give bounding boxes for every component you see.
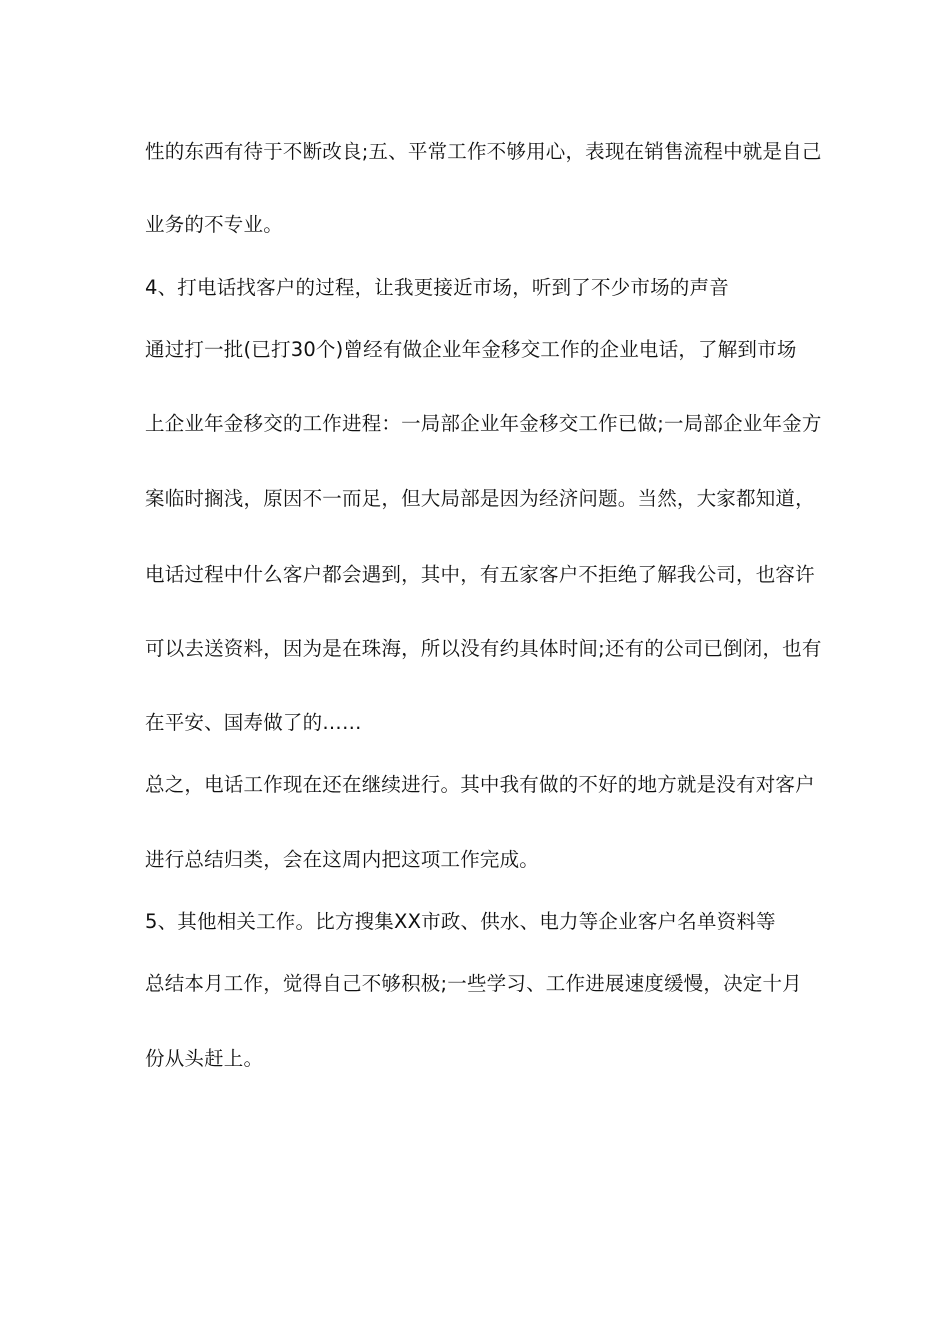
paragraph-line: 5、其他相关工作。比方搜集XX市政、供水、电力等企业客户名单资料等 — [145, 910, 776, 933]
paragraph-line: 可以去送资料，因为是在珠海，所以没有约具体时间;还有的公司已倒闭，也有 — [145, 637, 822, 660]
paragraph-line: 性的东西有待于不断改良;五、平常工作不够用心，表现在销售流程中就是自己 — [145, 140, 822, 163]
paragraph-line: 份从头赶上。 — [145, 1047, 264, 1070]
paragraph-line: 4、打电话找客户的过程，让我更接近市场，听到了不少市场的声音 — [145, 276, 729, 299]
paragraph-line: 业务的不专业。 — [145, 213, 283, 236]
paragraph-line: 电话过程中什么客户都会遇到，其中，有五家客户不拒绝了解我公司，也容许 — [145, 563, 815, 586]
paragraph-line: 案临时搁浅，原因不一而足，但大局部是因为经济问题。当然，大家都知道， — [145, 487, 815, 510]
paragraph-line: 总之，电话工作现在还在继续进行。其中我有做的不好的地方就是没有对客户 — [145, 773, 815, 796]
paragraph-line: 总结本月工作，觉得自己不够积极;一些学习、工作进展速度缓慢，决定十月 — [145, 972, 802, 995]
paragraph-line: 在平安、国寿做了的…… — [145, 711, 362, 734]
paragraph-line: 通过打一批(已打30个)曾经有做企业年金移交工作的企业电话，了解到市场 — [145, 338, 797, 361]
paragraph-line: 上企业年金移交的工作进程：一局部企业年金移交工作已做;一局部企业年金方 — [145, 412, 822, 435]
paragraph-line: 进行总结归类，会在这周内把这项工作完成。 — [145, 848, 540, 871]
